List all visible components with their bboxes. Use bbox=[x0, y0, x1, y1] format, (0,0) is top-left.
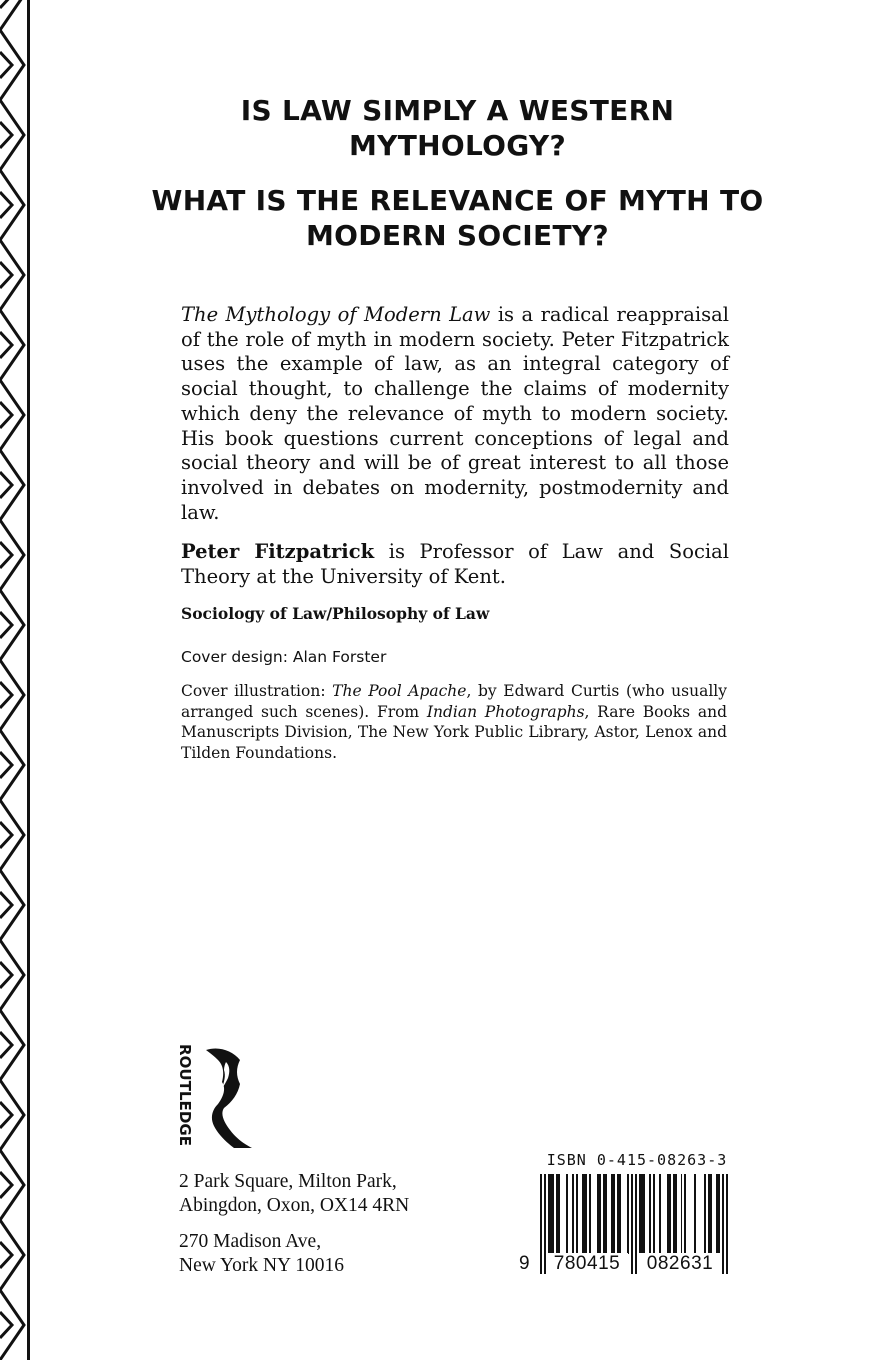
barcode-bar bbox=[684, 1174, 686, 1254]
barcode-bar bbox=[627, 1174, 629, 1254]
barcode-bar bbox=[659, 1174, 661, 1254]
barcode-bar bbox=[613, 1174, 615, 1254]
book-description bbox=[181, 303, 729, 525]
barcode-left-digits: 780415 bbox=[546, 1253, 628, 1275]
barcode-bar bbox=[552, 1174, 554, 1254]
barcode-bar bbox=[694, 1174, 696, 1254]
address-us-line1: 270 Madison Ave, bbox=[179, 1231, 322, 1252]
decorative-border-strip bbox=[0, 0, 30, 1360]
routledge-logo bbox=[174, 1042, 259, 1152]
book-title: The Mythology of Modern Law bbox=[181, 303, 491, 326]
barcode-bar bbox=[558, 1174, 560, 1254]
cover-illustration-credit bbox=[181, 681, 727, 763]
barcode-bar bbox=[710, 1174, 712, 1254]
barcode-bar bbox=[605, 1174, 607, 1254]
routledge-profile-emblem bbox=[206, 1048, 252, 1148]
barcode-bar bbox=[586, 1174, 588, 1254]
barcode-first-digit: 9 bbox=[519, 1253, 530, 1274]
barcode-bar bbox=[681, 1174, 683, 1254]
author-name: Peter Fitzpatrick bbox=[181, 540, 375, 563]
address-uk-line2: Abingdon, Oxon, OX14 4RN bbox=[179, 1195, 410, 1216]
cover-illustration-source: Indian Photographs bbox=[426, 702, 585, 721]
barcode-bar bbox=[576, 1174, 578, 1254]
barcode-digits bbox=[519, 1253, 728, 1275]
barcode-bar bbox=[643, 1174, 645, 1254]
author-bio-text: is Professor of Law and Social Theory at the University of Kent. bbox=[181, 540, 729, 588]
isbn-barcode bbox=[519, 1174, 728, 1274]
barcode-bar bbox=[718, 1174, 720, 1254]
author-bio bbox=[181, 540, 729, 589]
description-text: is a radical reappraisal of the role of myth in modern society. Peter Fitzpatrick uses the example of law, as an integral category of social thought, to challenge the claims of modernity which deny the relevance of myth to modern society. His book questions current conceptions of legal and social theory and will be of great interest to all those involved in debates on modernity, postmodernity and law. bbox=[181, 303, 730, 524]
routledge-wordmark: ROUTLEDGE bbox=[176, 1044, 194, 1149]
barcode-bar bbox=[599, 1174, 601, 1254]
subject-category: Sociology of Law/Philosophy of Law bbox=[181, 604, 490, 623]
cover-illustration-title: The Pool Apache bbox=[332, 682, 467, 700]
barcode-bar bbox=[704, 1174, 706, 1254]
cover-illustration-middle: , by Edward Curtis (who usually arranged such scenes). From bbox=[181, 682, 728, 721]
cover-design-credit: Cover design: Alan Forster bbox=[181, 648, 387, 666]
barcode-bar bbox=[619, 1174, 621, 1254]
barcode-bar bbox=[589, 1174, 591, 1254]
headline-myth-relevance: WHAT IS THE RELEVANCE OF MYTH TO MODERN SOCIETY? bbox=[151, 184, 764, 252]
barcode-bar bbox=[669, 1174, 671, 1254]
barcode-bar bbox=[649, 1174, 651, 1254]
cover-illustration-suffix: , Rare Books and Manuscripts Division, The New York Public Library, Astor, Lenox and Tilden Foundations. bbox=[181, 702, 728, 762]
address-us-line2: New York NY 10016 bbox=[179, 1255, 345, 1276]
barcode-bar bbox=[566, 1174, 568, 1254]
address-uk-line1: 2 Park Square, Milton Park, bbox=[179, 1171, 397, 1192]
address-uk bbox=[179, 1170, 409, 1218]
isbn-label: ISBN 0-415-08263-3 bbox=[546, 1151, 728, 1169]
barcode-bar bbox=[675, 1174, 677, 1254]
barcode-bar bbox=[572, 1174, 574, 1254]
barcode-bar bbox=[653, 1174, 655, 1254]
barcode-right-digits: 082631 bbox=[639, 1253, 721, 1275]
headline-law-mythology: IS LAW SIMPLY A WESTERN MYTHOLOGY? bbox=[240, 94, 675, 162]
address-us bbox=[179, 1230, 344, 1278]
cover-illustration-prefix: Cover illustration: bbox=[181, 682, 333, 700]
